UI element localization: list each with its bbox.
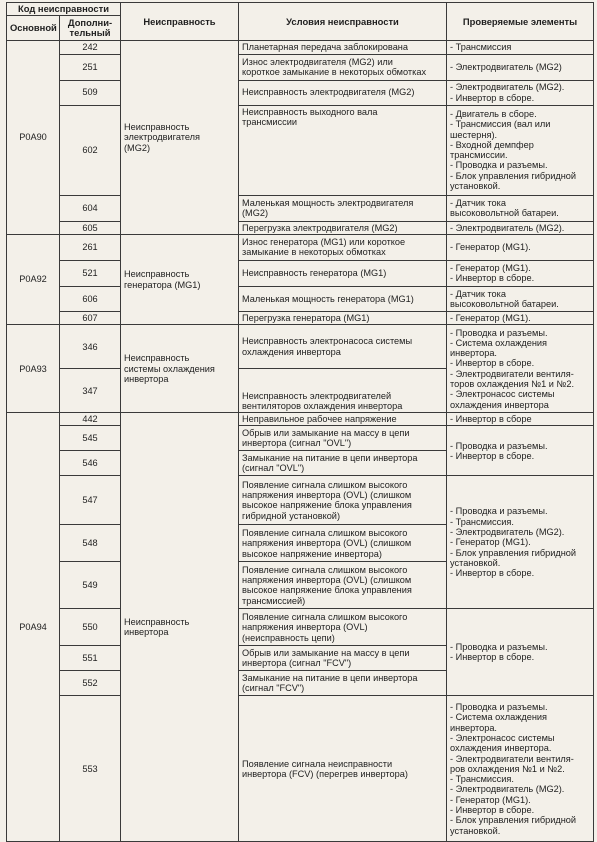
text-line: - Электродвигатель (MG2). [450,784,565,795]
text-line: Неисправность электродвигателей [242,390,392,401]
text-line: (сигнал "FCV") [242,683,305,694]
sub-code-cell: 607 [60,311,121,324]
sub-code-cell: 548 [60,525,121,562]
text-line: напряжения инвертора (OVL) [242,622,368,633]
text-line: - Трансмиссия. [450,516,514,527]
sub-code-cell: 242 [60,41,121,54]
sub-code-cell: 552 [60,671,121,696]
text-line: - Инвертор в сборе. [450,273,535,284]
elements-cell [447,54,594,80]
text-line: высокое напряжение блока управления [242,585,412,596]
text-line: высоковольтной батареи. [450,298,559,309]
condition-cell [239,80,447,105]
sub-code-cell: 606 [60,286,121,311]
condition-cell [239,525,447,562]
text-line: Появление сигнала неисправности [242,758,393,769]
sub-code-cell: 553 [60,696,121,842]
header-code-group: Код неисправности [7,3,121,16]
elements-cell [447,311,594,324]
text-line: Неисправность [124,353,190,364]
sub-code-cell: 261 [60,234,121,260]
text-line: вентиляторов охлаждения инвертора [242,400,403,411]
text-line: напряжения инвертора (OVL) (слишком [242,575,412,586]
sub-code-cell: 442 [60,413,121,426]
text-line: замыкание в некоторых обмотках [242,247,386,258]
text-line: шестерня). [450,129,498,140]
elements-cell [447,325,594,413]
text-line: генератора (MG1) [124,279,201,290]
sub-code-cell: 551 [60,646,121,671]
text-line: - Генератор (MG1). [450,242,531,253]
text-line: охлаждения инвертора. [450,743,552,754]
header-sub-code [60,16,121,41]
text-line: - Инвертор в сборе. [450,450,535,461]
sub-code-cell: 347 [60,369,121,413]
condition-cell [239,286,447,311]
text-line: - Инвертор в сборе. [450,568,535,579]
text-line: - Электродвигатель (MG2). [450,222,565,233]
condition-cell [239,41,447,54]
table-row [7,609,594,646]
text-line: Появление сигнала слишком высокого [242,479,408,490]
text-line: инвертора (сигнал "FCV") [242,658,352,669]
text-line: Появление сигнала слишком высокого [242,612,408,623]
sub-code-cell: 546 [60,451,121,476]
fault-cell [121,325,239,413]
text-line: Появление сигнала слишком высокого [242,528,408,539]
sub-code-cell: 602 [60,105,121,195]
sub-code-cell: 346 [60,325,121,369]
text-line: - Генератор (MG1). [450,794,531,805]
condition-cell [239,105,447,195]
elements-cell [447,609,594,696]
text-line: установкой. [450,557,501,568]
main-code-cell: P0A93 [7,325,60,413]
table-row [7,325,594,369]
text-line: Обрыв или замыкание на массу в цепи [242,428,410,439]
table-row [7,311,594,324]
text-line: - Входной демпфер [450,139,534,150]
condition-cell [239,609,447,646]
text-line: Износ электродвигателя (MG2) или [242,56,393,67]
text-line: - Трансмиссия (вал или [450,119,551,130]
text-line: - Трансмиссия [450,42,512,53]
table-row [7,234,594,260]
table-row [7,105,594,195]
sub-code-cell: 521 [60,260,121,286]
text-line: электродвигателя [124,132,200,143]
elements-cell [447,234,594,260]
table-row [7,426,594,451]
text-line: - Генератор (MG1). [450,312,531,323]
text-line: - Инвертор в сборе. [450,358,535,369]
text-line: - Проводка и разъемы. [450,327,548,338]
main-code-cell: P0A90 [7,41,60,235]
text-line: Перегрузка электродвигателя (MG2) [242,222,398,233]
table-row [7,413,594,426]
sub-code-cell: 547 [60,476,121,525]
text-line: - Электродвигатель (MG2). [450,82,565,93]
header-conditions: Условия неисправности [239,3,447,41]
condition-cell [239,234,447,260]
elements-cell [447,413,594,426]
text-line: инвертора (сигнал "OVL") [242,438,352,449]
sub-code-cell: 549 [60,562,121,609]
main-code-cell: P0A94 [7,413,60,842]
elements-cell [447,260,594,286]
text-line: тельный [69,27,111,39]
table-row [7,221,594,234]
elements-cell [447,476,594,609]
text-line: гибридной установкой) [242,510,341,521]
text-line: трансмиссией) [242,595,306,606]
text-line: - Проводка и разъемы. [450,702,548,713]
condition-cell [239,646,447,671]
condition-cell [239,696,447,842]
table-row [7,41,594,54]
sub-code-cell: 251 [60,54,121,80]
condition-cell [239,413,447,426]
table-row [7,80,594,105]
text-line: (неисправность цепи) [242,632,335,643]
text-line: - Электродвигатель (MG2). [450,527,565,538]
text-line: - Блок управления гибридной [450,547,577,558]
text-line: Неисправность [124,617,190,628]
text-line: ров охлаждения №1 и №2. [450,763,565,774]
elements-cell [447,195,594,221]
elements-cell [447,696,594,842]
condition-cell [239,54,447,80]
text-line: - Блок управления гибридной [450,815,577,826]
text-line: - Электродвигатель (MG2) [450,61,562,72]
header-main-code: Основной [7,16,60,41]
text-line: высоковольтной батареи. [450,208,559,219]
text-line: - Генератор (MG1). [450,537,531,548]
text-line: - Генератор (MG1). [450,263,531,274]
text-line: - Проводка и разъемы. [450,642,548,653]
text-line: инвертора. [450,348,497,359]
text-line: установкой. [450,825,501,836]
fault-cell [121,234,239,324]
text-line: Неправильное рабочее напряжение [242,414,397,425]
text-line: охлаждения инвертора [450,399,549,410]
condition-cell [239,476,447,525]
table-row [7,260,594,286]
text-line: Неисправность [124,122,190,133]
text-line: Дополни- [67,17,113,28]
text-line: Неисправность выходного вала [242,106,378,117]
condition-cell [239,325,447,369]
condition-cell [239,369,447,413]
text-line: Обрыв или замыкание на массу в цепи [242,648,410,659]
text-line: торов охлаждения №1 и №2. [450,378,575,389]
text-line: Неисправность [124,269,190,280]
text-line: - Электронасос системы [450,389,555,400]
fault-code-table [6,2,594,842]
sub-code-cell: 509 [60,80,121,105]
header-fault: Неисправность [121,3,239,41]
text-line: инвертора (FCV) (перегрев инвертора) [242,768,408,779]
text-line: напряжения инвертора (OVL) (слишком [242,538,412,549]
condition-cell [239,451,447,476]
text-line: Перегрузка генератора (MG1) [242,312,370,323]
text-line: Неисправность генератора (MG1) [242,268,387,279]
condition-cell [239,195,447,221]
elements-cell [447,105,594,195]
table-row [7,696,594,842]
text-line: - Электродвигатели вентиля- [450,753,574,764]
condition-cell [239,671,447,696]
table-row [7,54,594,80]
table-row [7,286,594,311]
text-line: напряжения инвертора (OVL) (слишком [242,490,412,501]
text-line: высокое напряжение блока управления [242,500,412,511]
elements-cell [447,426,594,476]
text-line: короткое замыкание в некоторых обмотках [242,67,427,78]
text-line: - Двигатель в сборе. [450,108,537,119]
condition-cell [239,311,447,324]
condition-cell [239,426,447,451]
text-line: - Система охлаждения [450,712,548,723]
text-line: Планетарная передача заблокирована [242,42,408,53]
elements-cell [447,221,594,234]
condition-cell [239,221,447,234]
text-line: Замыкание на питание в цепи инвертора [242,673,418,684]
text-line: инвертора [124,627,169,638]
text-line: - Датчик тока [450,197,506,208]
text-line: Неисправность электронасоса системы [242,336,413,347]
sub-code-cell: 545 [60,426,121,451]
elements-cell [447,41,594,54]
fault-cell [121,41,239,235]
sub-code-cell: 605 [60,221,121,234]
text-line: - Инвертор в сборе. [450,805,535,816]
text-line: - Блок управления гибридной [450,170,577,181]
text-line: - Система охлаждения [450,337,548,348]
elements-cell [447,80,594,105]
header-elements: Проверяемые элементы [447,3,594,41]
text-line: инвертора. [450,722,497,733]
text-line: трансмиссии [242,116,297,127]
text-line: инвертора [124,373,169,384]
text-line: трансмиссии. [450,150,508,161]
text-line: Маленькая мощность электродвигателя [242,197,414,208]
text-line: - Инвертор в сборе. [450,92,535,103]
text-line: - Проводка и разъемы. [450,506,548,517]
text-line: (MG2) [124,142,151,153]
fault-cell [121,413,239,842]
text-line: - Инвертор в сборе. [450,652,535,663]
text-line: - Электродвигатели вентиля- [450,368,574,379]
text-line: Маленькая мощность генератора (MG1) [242,293,414,304]
text-line: - Инвертор в сборе [450,414,532,425]
text-line: установкой. [450,180,501,191]
text-line: - Трансмиссия. [450,774,514,785]
text-line: Появление сигнала слишком высокого [242,564,408,575]
text-line: охлаждения инвертора [242,346,341,357]
sub-code-cell: 550 [60,609,121,646]
text-line: (MG2) [242,208,269,219]
elements-cell [447,286,594,311]
sub-code-cell: 604 [60,195,121,221]
text-line: (сигнал "OVL") [242,463,305,474]
text-line: высокое напряжение инвертора) [242,548,382,559]
text-line: Неисправность электродвигателя (MG2) [242,87,415,98]
text-line: - Электронасос системы [450,732,555,743]
text-line: Замыкание на питание в цепи инвертора [242,453,418,464]
text-line: - Датчик тока [450,288,506,299]
main-code-cell: P0A92 [7,234,60,324]
text-line: - Проводка и разъемы. [450,440,548,451]
text-line: системы охлаждения [124,363,215,374]
text-line: Износ генератора (MG1) или короткое [242,237,406,248]
table-row [7,476,594,525]
table-row [7,195,594,221]
condition-cell [239,562,447,609]
text-line: - Проводка и разъемы. [450,160,548,171]
condition-cell [239,260,447,286]
